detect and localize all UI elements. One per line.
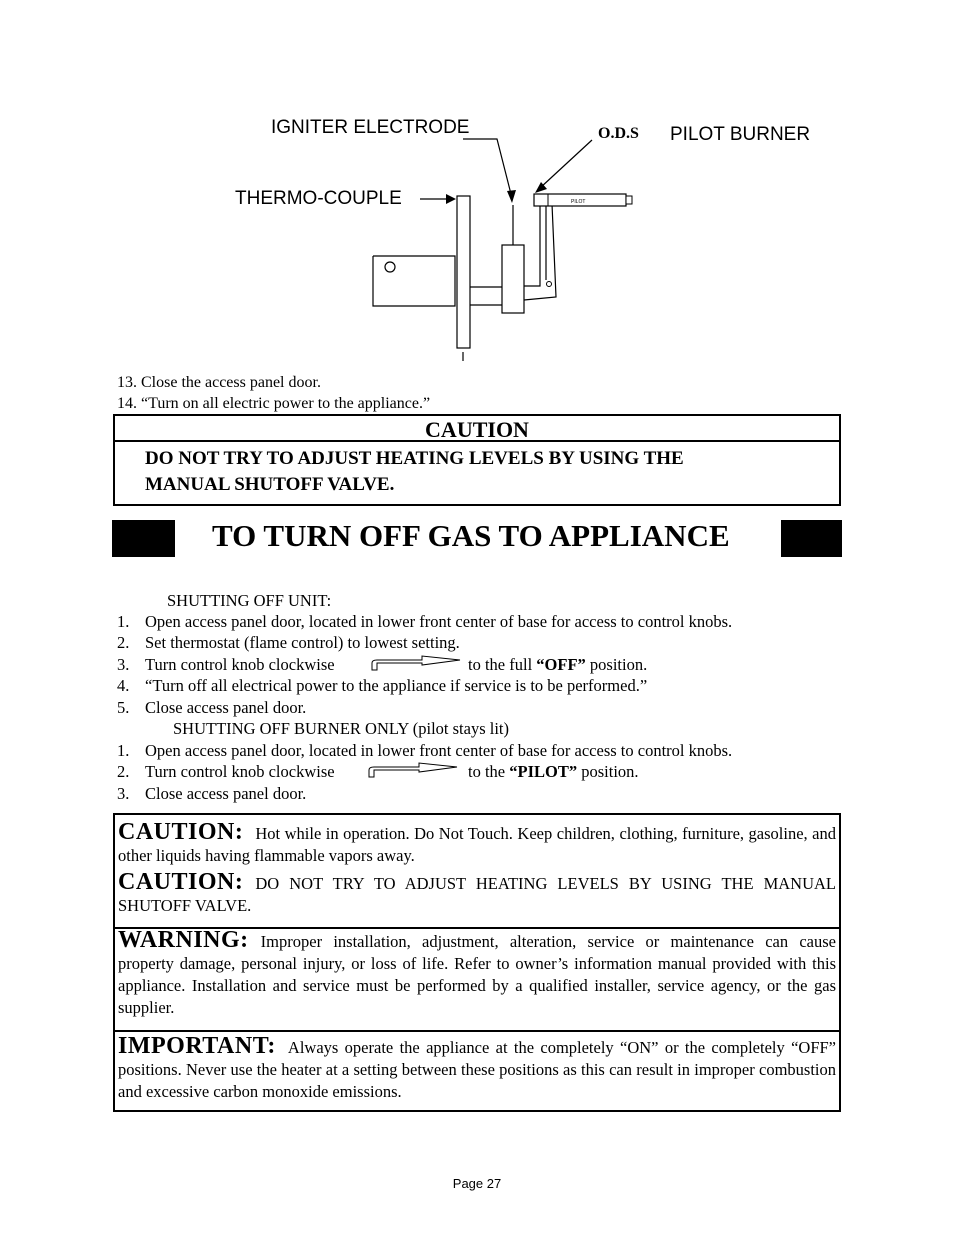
unit-step-1: 1. Open access panel door, located in lower front center of base for access to control knobs. [117, 612, 733, 631]
burner-step-2-tail: to the “PILOT” position. [468, 762, 639, 781]
caution2-paragraph: CAUTION: DO NOT TRY TO ADJUST HEATING LEVELS BY USING THE MANUAL SHUTOFF VALVE. [118, 869, 836, 915]
caution-body [145, 446, 805, 498]
caution-line2: MANUAL SHUTOFF VALVE. [145, 474, 395, 495]
label-pilot-burner: PILOT BURNER [670, 124, 811, 145]
section-heading: TO TURN OFF GAS TO APPLIANCE [212, 518, 730, 553]
pilot-small-label: PILOT [571, 199, 586, 205]
label-thermocouple: THERMO-COUPLE [235, 188, 402, 209]
burner-step-2: 2. Turn control knob clockwise [117, 762, 335, 781]
important-box [113, 1030, 841, 1112]
unit-step-2: 2. Set thermostat (flame control) to lowest setting. [117, 633, 460, 652]
heading-block-right [781, 520, 842, 557]
page-number: Page 27 [452, 1176, 502, 1191]
caution2-label: CAUTION: [118, 869, 244, 895]
important-paragraph: IMPORTANT: Always operate the appliance at the completely “ON” or the completely “OFF” positions. Never use the heater at a setting between these positions as this can result in improper combustion and excessive carbon monoxide emissions. [118, 1033, 836, 1101]
caution-box-double [113, 813, 841, 929]
warning-paragraph: WARNING: Improper installation, adjustment, alteration, service or maintenance can cause property damage, personal injury, or loss of life. Refer to owner’s information manual provided with this appliance. Installation and service must be performed by a qualified installer, service agency, or the gas supplier. [118, 927, 836, 1017]
unit-step-5: 5. Close access panel door. [117, 698, 307, 717]
unit-step-4: 4. “Turn off all electrical power to the appliance if service is to be performed.” [117, 676, 648, 695]
warning-label: WARNING: [118, 927, 249, 953]
burner-step-1: 1. Open access panel door, located in lower front center of base for access to control knobs. [117, 741, 733, 760]
burner-step-3: 3. Close access panel door. [117, 784, 307, 803]
caution-box [113, 414, 841, 506]
shutting-off-unit-title: SHUTTING OFF UNIT: [167, 591, 332, 610]
shutting-off-burner-title: SHUTTING OFF BURNER ONLY (pilot stays lit) [173, 719, 509, 738]
clockwise-arrow-icon [369, 654, 463, 672]
step-13: 13. Close the access panel door. [117, 374, 321, 391]
step-14: 14. “Turn on all electric power to the appliance.” [117, 395, 431, 412]
label-ods: O.D.S [598, 125, 639, 142]
unit-step-3-tail: to the full “OFF” position. [468, 655, 648, 674]
caution-line1: DO NOT TRY TO ADJUST HEATING LEVELS BY USING THE [145, 448, 684, 469]
caution1-label: CAUTION: [118, 819, 244, 845]
warning-box [113, 925, 841, 1032]
caution1-paragraph: CAUTION: Hot while in operation. Do Not Touch. Keep children, clothing, furniture, gasoline, and other liquids having flammable vapors away. [118, 819, 836, 865]
important-label: IMPORTANT: [118, 1033, 276, 1059]
pilot-assembly-diagram [0, 0, 954, 370]
label-igniter-electrode: IGNITER ELECTRODE [271, 117, 470, 138]
caution-title: CAUTION [115, 416, 839, 442]
clockwise-arrow-icon [366, 761, 460, 779]
heading-block-left [112, 520, 175, 557]
unit-step-3: 3. Turn control knob clockwise [117, 655, 335, 674]
